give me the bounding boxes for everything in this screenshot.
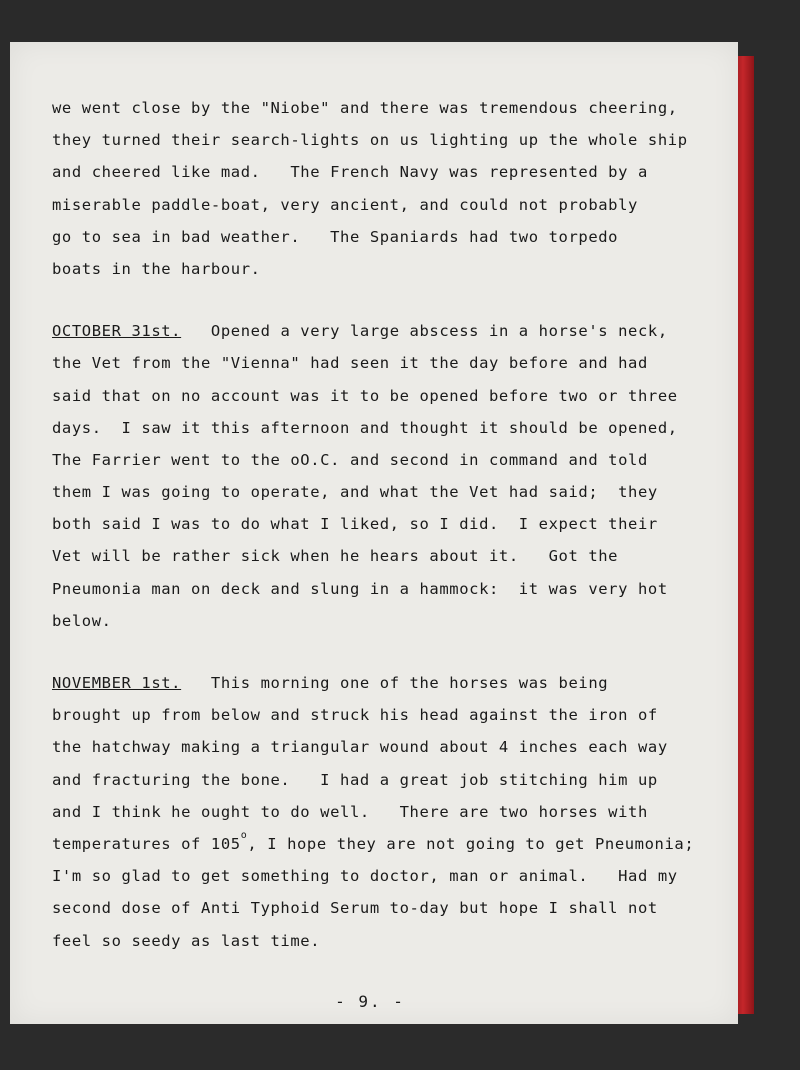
text-line: Pneumonia man on deck and slung in a hammock: it was very hot — [52, 579, 668, 598]
temperature-text-rest: , I hope they are not going to get Pneumonia; — [247, 834, 695, 853]
degree-symbol: o — [240, 829, 248, 841]
text-line: and cheered like mad. The French Navy was represented by a — [52, 163, 648, 182]
entry-text: Opened a very large abscess in a horse's neck, — [181, 322, 668, 341]
page-number: - 9. - — [335, 992, 405, 1011]
background — [0, 0, 800, 40]
entry-first-line — [52, 667, 712, 699]
text-line: Vet will be rather sick when he hears about it. Got the — [52, 547, 619, 566]
text-line: said that on no account was it to be opened before two or three — [52, 386, 678, 405]
text-line: them I was going to operate, and what the Vet had said; they — [52, 483, 658, 502]
text-line: and I think he ought to do well. There are two horses with — [52, 802, 648, 821]
text-line: second dose of Anti Typhoid Serum to-day but hope I shall not — [52, 899, 658, 918]
entry-date-october: OCTOBER 31st. — [52, 322, 182, 341]
page-text — [52, 92, 712, 957]
text-line: I'm so glad to get something to doctor, man or animal. Had my — [52, 867, 678, 886]
entry-date-november: NOVEMBER 1st. — [52, 674, 182, 692]
text-line: the Vet from the "Vienna" had seen it the day before and had — [52, 354, 648, 373]
text-line: both said I was to do what I liked, so I did. I expect their — [52, 515, 658, 534]
text-line: boats in the harbour. — [52, 259, 261, 278]
entry-text: This morning one of the horses was being — [181, 674, 609, 692]
entry-first-line — [52, 315, 712, 347]
text-line: miserable paddle-boat, very ancient, and could not probably — [52, 195, 638, 214]
text-line: brought up from below and struck his head against the iron of — [52, 706, 658, 725]
text-line: The Farrier went to the oO.C. and second in command and told — [52, 450, 648, 469]
text-line: we went close by the "Niobe" and there was tremendous cheering, — [52, 99, 678, 117]
text-line: the hatchway making a triangular wound about 4 inches each way — [52, 738, 668, 757]
text-line: days. I saw it this afternoon and thought it should be opened, — [52, 418, 678, 437]
text-line: they turned their search-lights on us lighting up the whole ship — [52, 131, 688, 150]
temperature-line — [52, 828, 712, 860]
text-line: below. — [52, 611, 112, 630]
text-line: feel so seedy as last time. — [52, 931, 321, 950]
text-line: go to sea in bad weather. The Spaniards had two torpedo — [52, 227, 619, 246]
text-line: and fracturing the bone. I had a great job stitching him up — [52, 770, 658, 789]
temperature-text: temperatures of 105 — [52, 834, 241, 853]
